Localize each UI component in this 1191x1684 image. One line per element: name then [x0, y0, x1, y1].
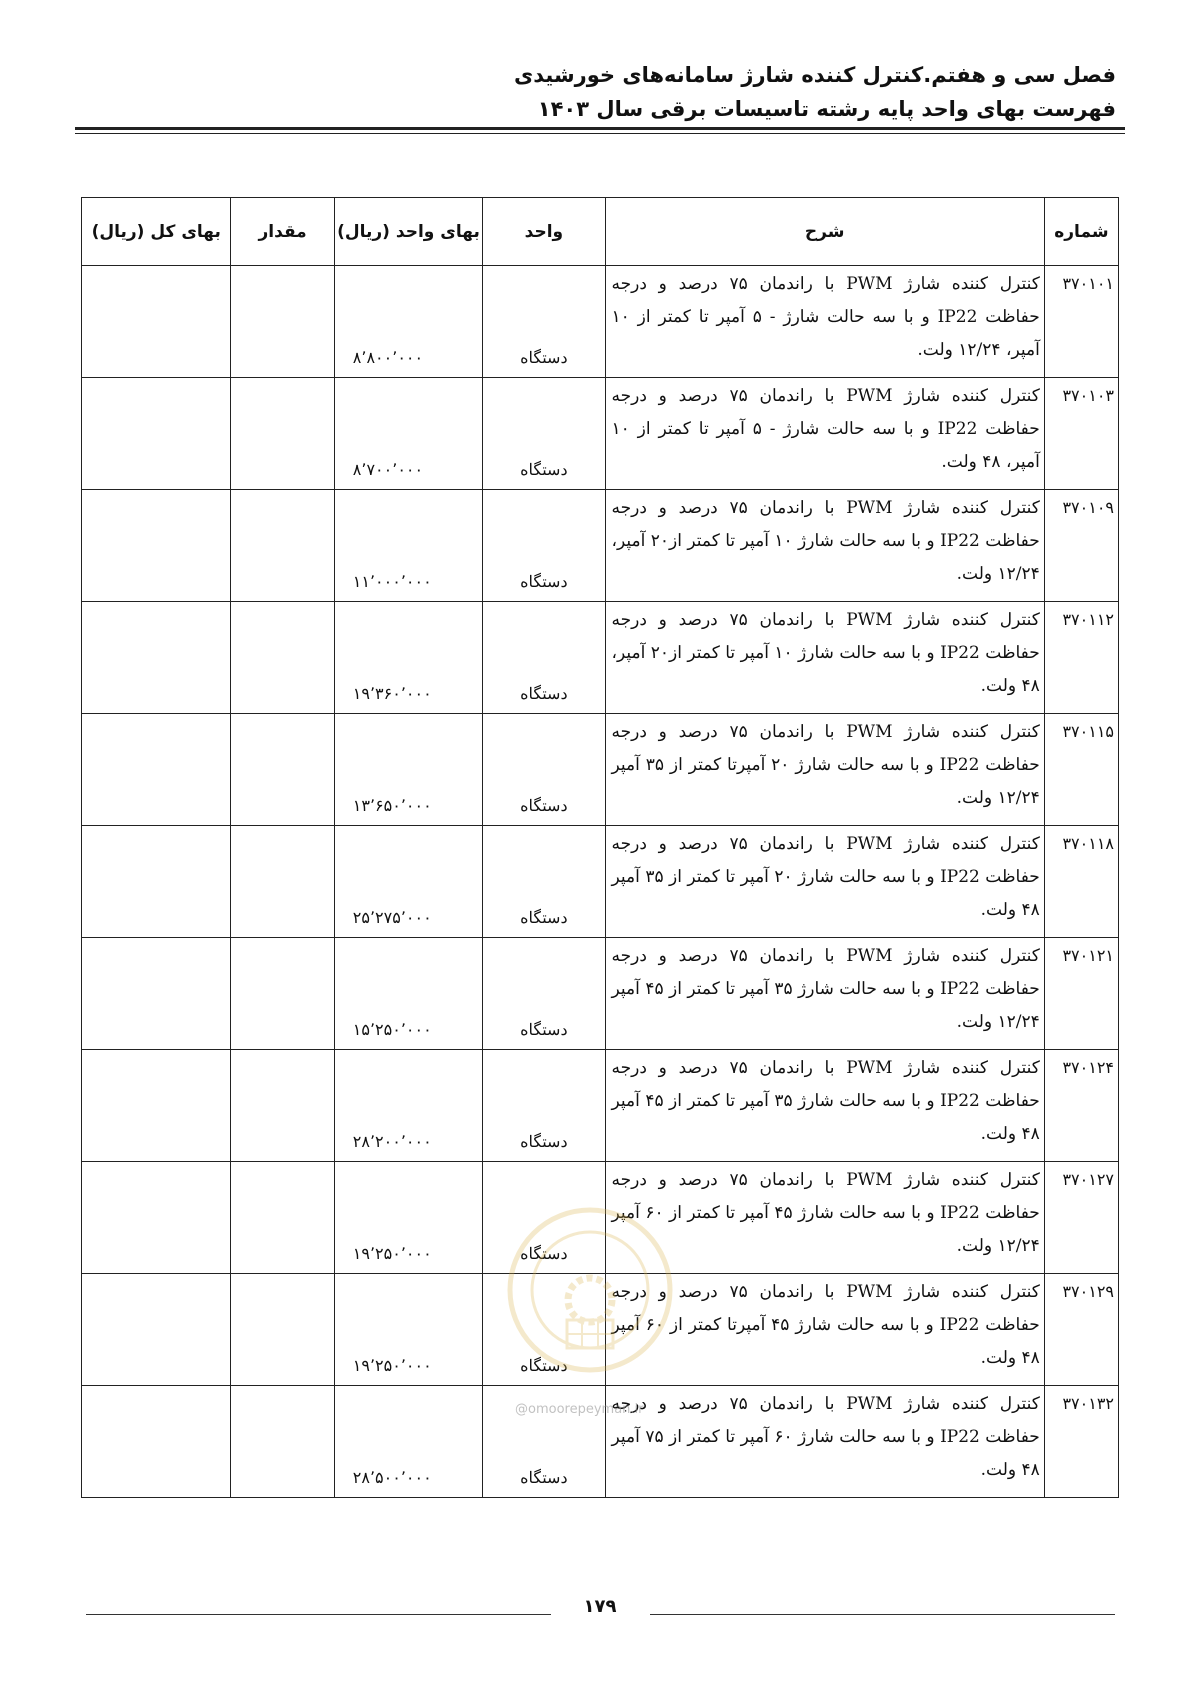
item-description: کنترل کننده شارژ PWM با راندمان ۷۵ درصد و درجه حفاظت IP22 و با سه حالت شارژ ۴۵ آمپر تا کمتر از ۶۰ آمپر ۱۲/۲۴ ولت.	[605, 1162, 1044, 1274]
item-code: ۳۷۰۱۲۷	[1044, 1162, 1118, 1274]
table-row	[82, 938, 1119, 1050]
item-total	[82, 1162, 231, 1274]
price-table	[81, 197, 1119, 1498]
item-quantity	[231, 1386, 334, 1498]
item-unit-price: ۱۳٬۶۵۰٬۰۰۰	[334, 714, 482, 826]
item-quantity	[231, 1050, 334, 1162]
item-code: ۳۷۰۱۰۳	[1044, 378, 1118, 490]
item-quantity	[231, 938, 334, 1050]
item-unit: دستگاه	[483, 266, 605, 378]
item-total	[82, 490, 231, 602]
item-total	[82, 1386, 231, 1498]
item-unit: دستگاه	[483, 602, 605, 714]
item-unit-price: ۲۸٬۵۰۰٬۰۰۰	[334, 1386, 482, 1498]
item-quantity	[231, 714, 334, 826]
item-quantity	[231, 266, 334, 378]
table-row	[82, 826, 1119, 938]
item-description: کنترل کننده شارژ PWM با راندمان ۷۵ درصد و درجه حفاظت IP22 و با سه حالت شارژ ۳۵ آمپر تا کمتر از ۴۵ آمپر ۴۸ ولت.	[605, 1050, 1044, 1162]
item-description: کنترل کننده شارژ PWM با راندمان ۷۵ درصد و درجه حفاظت IP22 و با سه حالت شارژ - ۵ آمپر تا کمتر از ۱۰ آمپر، ۴۸ ولت.	[605, 378, 1044, 490]
item-unit: دستگاه	[483, 826, 605, 938]
item-quantity	[231, 602, 334, 714]
item-unit: دستگاه	[483, 1274, 605, 1386]
item-quantity	[231, 378, 334, 490]
document-title: فهرست بهای واحد پایه رشته تاسیسات برقی سال ۱۴۰۳	[537, 97, 1116, 121]
footer-rule-right	[650, 1614, 1115, 1615]
item-total	[82, 938, 231, 1050]
item-description: کنترل کننده شارژ PWM با راندمان ۷۵ درصد و درجه حفاظت IP22 و با سه حالت شارژ ۲۰ آمپرتا کمتر از ۳۵ آمپر ۱۲/۲۴ ولت.	[605, 714, 1044, 826]
item-unit: دستگاه	[483, 1050, 605, 1162]
item-total	[82, 826, 231, 938]
col-header-unit-price: بهای واحد (ریال)	[334, 198, 482, 266]
table-header-row	[82, 198, 1119, 266]
item-quantity	[231, 1162, 334, 1274]
item-unit-price: ۱۹٬۳۶۰٬۰۰۰	[334, 602, 482, 714]
item-unit-price: ۱۹٬۲۵۰٬۰۰۰	[334, 1162, 482, 1274]
footer-rule-left	[86, 1614, 551, 1615]
item-code: ۳۷۰۱۱۵	[1044, 714, 1118, 826]
watermark-text: @omoorepeyman.ir	[515, 1402, 644, 1417]
item-unit-price: ۲۵٬۲۷۵٬۰۰۰	[334, 826, 482, 938]
item-unit-price: ۱۱٬۰۰۰٬۰۰۰	[334, 490, 482, 602]
item-description: کنترل کننده شارژ PWM با راندمان ۷۵ درصد و درجه حفاظت IP22 و با سه حالت شارژ ۱۰ آمپر تا کمتر از۲۰ آمپر، ۴۸ ولت.	[605, 602, 1044, 714]
item-unit-price: ۸٬۷۰۰٬۰۰۰	[334, 378, 482, 490]
page-header	[66, 58, 1116, 126]
item-code: ۳۷۰۱۰۱	[1044, 266, 1118, 378]
item-description: کنترل کننده شارژ PWM با راندمان ۷۵ درصد و درجه حفاظت IP22 و با سه حالت شارژ ۶۰ آمپر تا کمتر از ۷۵ آمپر ۴۸ ولت.	[605, 1386, 1044, 1498]
item-code: ۳۷۰۱۱۲	[1044, 602, 1118, 714]
table-row	[82, 1274, 1119, 1386]
item-description: کنترل کننده شارژ PWM با راندمان ۷۵ درصد و درجه حفاظت IP22 و با سه حالت شارژ - ۵ آمپر تا کمتر از ۱۰ آمپر، ۱۲/۲۴ ولت.	[605, 266, 1044, 378]
item-unit-price: ۱۹٬۲۵۰٬۰۰۰	[334, 1274, 482, 1386]
item-total	[82, 1050, 231, 1162]
chapter-title: فصل سی و هفتم.کنترل کننده شارژ سامانه‌های خورشیدی	[514, 63, 1116, 87]
item-description: کنترل کننده شارژ PWM با راندمان ۷۵ درصد و درجه حفاظت IP22 و با سه حالت شارژ ۱۰ آمپر تا کمتر از۲۰ آمپر، ۱۲/۲۴ ولت.	[605, 490, 1044, 602]
header-rule-thick	[75, 127, 1125, 130]
item-code: ۳۷۰۱۰۹	[1044, 490, 1118, 602]
item-total	[82, 378, 231, 490]
item-code: ۳۷۰۱۲۹	[1044, 1274, 1118, 1386]
item-code: ۳۷۰۱۱۸	[1044, 826, 1118, 938]
table-row	[82, 1162, 1119, 1274]
item-unit-price: ۲۸٬۲۰۰٬۰۰۰	[334, 1050, 482, 1162]
table-row	[82, 714, 1119, 826]
table-row	[82, 266, 1119, 378]
item-total	[82, 714, 231, 826]
item-description: کنترل کننده شارژ PWM با راندمان ۷۵ درصد و درجه حفاظت IP22 و با سه حالت شارژ ۳۵ آمپر تا کمتر از ۴۵ آمپر ۱۲/۲۴ ولت.	[605, 938, 1044, 1050]
table-body	[82, 266, 1119, 1498]
table-row	[82, 490, 1119, 602]
item-unit-price: ۸٬۸۰۰٬۰۰۰	[334, 266, 482, 378]
item-unit: دستگاه	[483, 1386, 605, 1498]
col-header-code: شماره	[1044, 198, 1118, 266]
item-quantity	[231, 826, 334, 938]
item-quantity	[231, 490, 334, 602]
item-unit: دستگاه	[483, 378, 605, 490]
col-header-desc: شرح	[605, 198, 1044, 266]
item-description: کنترل کننده شارژ PWM با راندمان ۷۵ درصد و درجه حفاظت IP22 و با سه حالت شارژ ۴۵ آمپرتا کمتر از ۶۰ آمپر ۴۸ ولت.	[605, 1274, 1044, 1386]
item-unit-price: ۱۵٬۲۵۰٬۰۰۰	[334, 938, 482, 1050]
table-row	[82, 1050, 1119, 1162]
item-unit: دستگاه	[483, 714, 605, 826]
table-row	[82, 602, 1119, 714]
table-row	[82, 378, 1119, 490]
header-rule-thin	[75, 133, 1125, 134]
col-header-qty: مقدار	[231, 198, 334, 266]
page-number: ۱۷۹	[583, 1596, 617, 1617]
item-code: ۳۷۰۱۳۲	[1044, 1386, 1118, 1498]
item-quantity	[231, 1274, 334, 1386]
item-unit: دستگاه	[483, 490, 605, 602]
item-total	[82, 1274, 231, 1386]
item-unit: دستگاه	[483, 1162, 605, 1274]
item-unit: دستگاه	[483, 938, 605, 1050]
item-code: ۳۷۰۱۲۱	[1044, 938, 1118, 1050]
col-header-unit: واحد	[483, 198, 605, 266]
item-description: کنترل کننده شارژ PWM با راندمان ۷۵ درصد و درجه حفاظت IP22 و با سه حالت شارژ ۲۰ آمپر تا کمتر از ۳۵ آمپر ۴۸ ولت.	[605, 826, 1044, 938]
item-code: ۳۷۰۱۲۴	[1044, 1050, 1118, 1162]
col-header-total: بهای کل (ریال)	[82, 198, 231, 266]
item-total	[82, 602, 231, 714]
item-total	[82, 266, 231, 378]
